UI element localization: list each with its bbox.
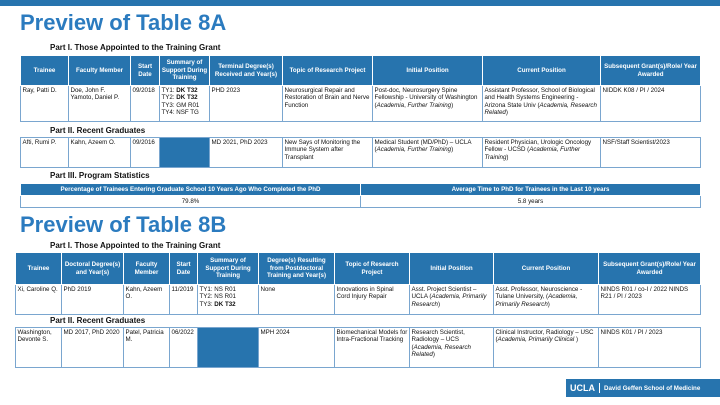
column-header: Faculty Member <box>124 253 170 285</box>
column-header: Faculty Member <box>69 56 131 86</box>
table-8a-part3 <box>20 183 701 208</box>
column-header: Doctoral Degree(s) and Year(s) <box>62 253 124 285</box>
column-header: Initial Position <box>410 253 494 285</box>
column-header: Terminal Degree(s) Received and Year(s) <box>210 56 283 86</box>
column-header: Initial Position <box>373 56 483 86</box>
footer-branding <box>566 379 720 397</box>
ucla-logo: UCLA <box>566 383 600 393</box>
faculty-cell: Kahn, Azeem O. <box>69 138 131 168</box>
doctoral-degree-cell: PhD 2019 <box>62 285 124 315</box>
school-name: David Geffen School of Medicine <box>604 384 701 392</box>
column-header: Percentage of Trainees Entering Graduate School 10 Years Ago Who Completed the PhD <box>21 184 361 196</box>
topic-cell: New Says of Monitoring the Immune System after Transplant <box>283 138 373 168</box>
current-position-cell: Clinical Instructor, Radiology – USC (Academia, Primarily Clinical ) <box>494 328 599 368</box>
start-date-cell: 06/2022 <box>170 328 198 368</box>
table-8a-part1 <box>20 55 701 122</box>
column-header: Subsequent Grant(s)/Role/ Year Awarded <box>599 253 701 285</box>
initial-position-cell: Medical Student (MD/PhD) – UCLA (Academia, Further Training) <box>373 138 483 168</box>
support-summary-cell <box>198 328 259 368</box>
topic-cell: Biomechanical Models for Intra-Fractional Tracking <box>335 328 410 368</box>
postdoc-degree-cell: None <box>259 285 335 315</box>
start-date-cell: 09/2016 <box>131 138 160 168</box>
table-8b-part1 <box>15 252 701 315</box>
current-position-cell: Asst. Professor, Neuroscience - Tulane University, (Academia, Primarily Research) <box>494 285 599 315</box>
column-header: Start Date <box>170 253 198 285</box>
current-position-cell: Resident Physician, Urologic Oncology Fellow - UCSD (Academia, Further Training) <box>483 138 601 168</box>
grant-cell: NINDS R01 / co-I / 2022 NINDS R21 / PI / 2023 <box>599 285 701 315</box>
faculty-cell: Doe, John F. Yamoto, Daniel P. <box>69 86 131 122</box>
table-row <box>21 138 701 168</box>
degree-cell: PHD 2023 <box>210 86 283 122</box>
postdoc-degree-cell: MPH 2024 <box>259 328 335 368</box>
initial-position-cell: Asst. Project Scientist – UCLA (Academia, Primarily Research) <box>410 285 494 315</box>
initial-position-cell: Research Scientist, Radiology – UCS (Academia, Research Related) <box>410 328 494 368</box>
table-8a-part1-heading: Part I. Those Appointed to the Training Grant <box>50 43 221 52</box>
faculty-cell: Patel, Patricia M. <box>124 328 170 368</box>
topic-cell: Innovations in Spinal Cord Injury Repair <box>335 285 410 315</box>
table-row <box>21 196 701 208</box>
faculty-cell: Kahn, Azeem O. <box>124 285 170 315</box>
column-header: Degree(s) Resulting from Postdoctoral Training and Year(s) <box>259 253 335 285</box>
column-header: Topic of Research Project <box>283 56 373 86</box>
column-header: Start Date <box>131 56 160 86</box>
table-8b-part1-heading: Part I. Those Appointed to the Training Grant <box>50 241 221 250</box>
column-header: Summary of Support During Training <box>160 56 210 86</box>
trainee-cell: Xi, Caroline Q. <box>16 285 62 315</box>
top-accent-bar <box>0 0 720 6</box>
trainee-cell: Washington, Devonte S. <box>16 328 62 368</box>
support-summary-cell <box>160 138 210 168</box>
topic-cell: Neurosurgical Repair and Restoration of Brain and Nerve Function <box>283 86 373 122</box>
grant-cell: NINDS K01 / PI / 2023 <box>599 328 701 368</box>
time-to-phd-cell: 5.8 years <box>361 196 701 208</box>
column-header: Topic of Research Project <box>335 253 410 285</box>
trainee-cell: Ray, Patti D. <box>21 86 69 122</box>
current-position-cell: Assistant Professor, School of Biological and Health Systems Engineering - Arizona State Univ (Academia, Research Related) <box>483 86 601 122</box>
table-row <box>21 86 701 122</box>
column-header: Current Position <box>483 56 601 86</box>
phd-completion-cell: 79.8% <box>21 196 361 208</box>
column-header: Average Time to PhD for Trainees in the Last 10 years <box>361 184 701 196</box>
table-row <box>16 285 701 315</box>
table-8a-part2 <box>20 137 701 168</box>
column-header: Subsequent Grant(s)/Role/ Year Awarded <box>601 56 701 86</box>
grant-cell: NIDDK K08 / PI / 2024 <box>601 86 701 122</box>
table-8a-part2-heading: Part II. Recent Graduates <box>50 126 146 135</box>
column-header: Trainee <box>16 253 62 285</box>
column-header: Current Position <box>494 253 599 285</box>
table-row <box>16 328 701 368</box>
support-summary-cell: TY1: DK T32 TY2: DK T32 TY3: GM R01 TY4: NSF TG <box>160 86 210 122</box>
column-header: Summary of Support During Training <box>198 253 259 285</box>
start-date-cell: 09/2018 <box>131 86 160 122</box>
table-8a-part3-heading: Part III. Program Statistics <box>50 171 150 180</box>
table-8b-part2-heading: Part II. Recent Graduates <box>50 316 146 325</box>
page-title-table-8b: Preview of Table 8B <box>20 212 227 237</box>
start-date-cell: 11/2019 <box>170 285 198 315</box>
grant-cell: NSF/Staff Scientist/2023 <box>601 138 701 168</box>
trainee-cell: Afti, Rumi P. <box>21 138 69 168</box>
support-summary-cell: TY1: NS R01 TY2: NS R01 TY3: DK T32 <box>198 285 259 315</box>
table-8b-part2 <box>15 327 701 368</box>
column-header: Trainee <box>21 56 69 86</box>
initial-position-cell: Post-doc, Neurosurgery Spine Fellowship - University of Washington (Academia, Further Training) <box>373 86 483 122</box>
degree-cell: MD 2021, PhD 2023 <box>210 138 283 168</box>
doctoral-degree-cell: MD 2017, PhD 2020 <box>62 328 124 368</box>
page-title-table-8a: Preview of Table 8A <box>20 10 227 35</box>
